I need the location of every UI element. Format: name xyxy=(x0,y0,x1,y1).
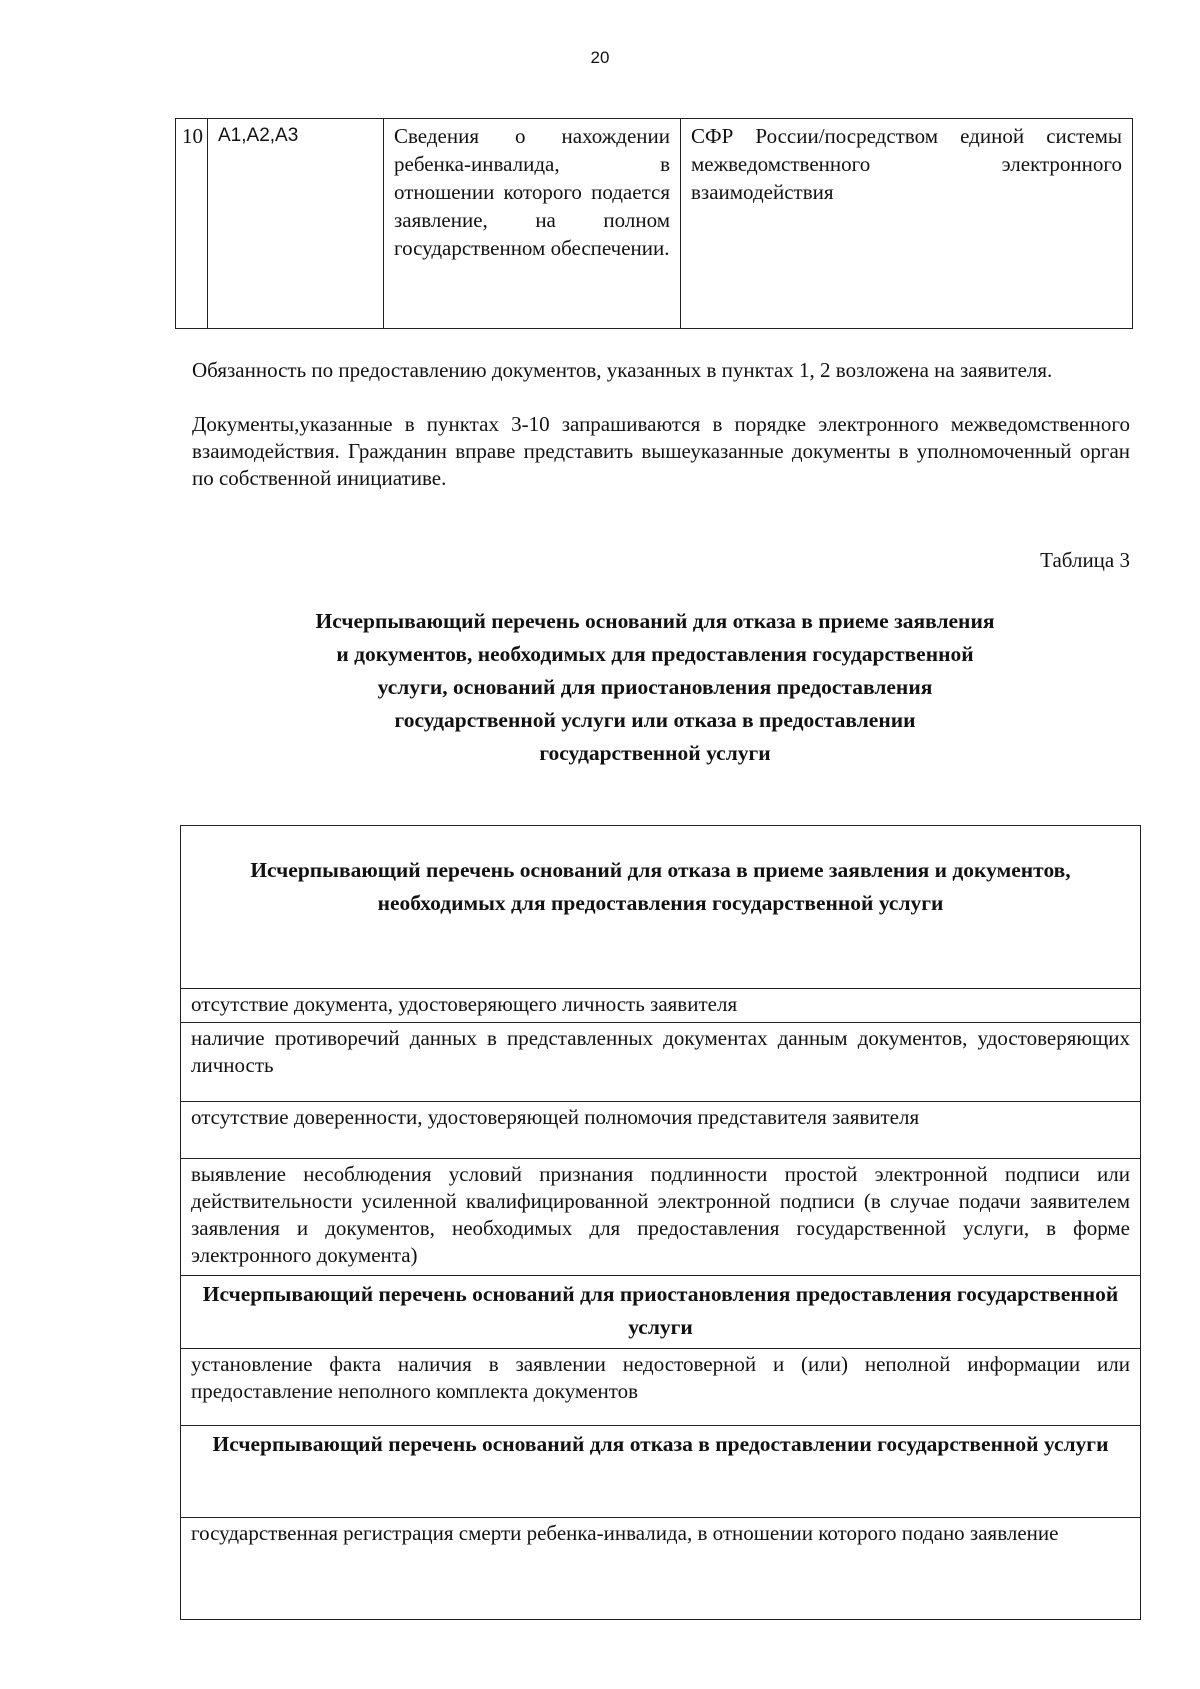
paragraph-interagency: Документы,указанные в пунктах 3-10 запрашиваются в порядке электронного межведомственного взаимодействия. Гражданин вправе представить вышеуказанные документы в уполномоченный орган по собственной инициативе. xyxy=(192,412,1130,490)
ground-unreliable-information: установление факта наличия в заявлении недостоверной и (или) неполной информации или предоставление неполного комплекта документов xyxy=(181,1349,1141,1426)
heading-line: и документов, необходимых для предоставления государственной xyxy=(336,642,974,666)
row-codes: А1,А2,А3 xyxy=(208,119,384,329)
refuse-acceptance-title: Исчерпывающий перечень оснований для отказа в приеме заявления и документов, необходимых для предоставления государственной услуги xyxy=(181,826,1141,989)
heading-line: государственной услуги или отказа в предоставлении xyxy=(394,708,916,732)
table-row xyxy=(176,119,1133,329)
ground-signature-invalid: выявление несоблюдения условий признания подлинности простой электронной подписи или действительности усиленной квалифицированной электронной подписи (в случае подачи заявителем заявления и документов, необходимых для предоставления государственной услуги, в форме электронного документа) xyxy=(181,1159,1141,1276)
row-document-info: Сведения о нахождении ребенка-инвалида, в отношении которого подается заявление, на полном государственном обеспечении. xyxy=(384,119,681,329)
heading-line: услуги, оснований для приостановления предоставления xyxy=(377,675,933,699)
row-number: 10 xyxy=(176,119,208,329)
ground-no-power-of-attorney: отсутствие доверенности, удостоверяющей полномочия представителя заявителя xyxy=(181,1102,1141,1159)
grounds-table xyxy=(180,825,1141,1620)
documents-table-continuation xyxy=(175,118,1133,329)
paragraph-obligation: Обязанность по предоставлению документов, указанных в пунктах 1, 2 возложена на заявителя. xyxy=(192,358,1053,382)
refusal-title: Исчерпывающий перечень оснований для отказа в предоставлении государственной услуги xyxy=(181,1426,1141,1518)
ground-no-identity-document: отсутствие документа, удостоверяющего личность заявителя xyxy=(181,989,1141,1023)
suspension-title: Исчерпывающий перечень оснований для приостановления предоставления государственной услуги xyxy=(181,1276,1141,1349)
ground-data-contradictions: наличие противоречий данных в представленных документах данным документов, удостоверяющих личность xyxy=(181,1023,1141,1102)
table-label: Таблица 3 xyxy=(1040,548,1130,572)
ground-death-registration: государственная регистрация смерти ребенка-инвалида, в отношении которого подано заявление xyxy=(181,1518,1141,1620)
section-heading xyxy=(180,605,1130,770)
row-source: СФР России/посредством единой системы межведомственного электронного взаимодействия xyxy=(681,119,1133,329)
heading-line: Исчерпывающий перечень оснований для отказа в приеме заявления xyxy=(315,609,995,633)
page-number: 20 xyxy=(590,48,610,67)
heading-line: государственной услуги xyxy=(539,741,771,765)
